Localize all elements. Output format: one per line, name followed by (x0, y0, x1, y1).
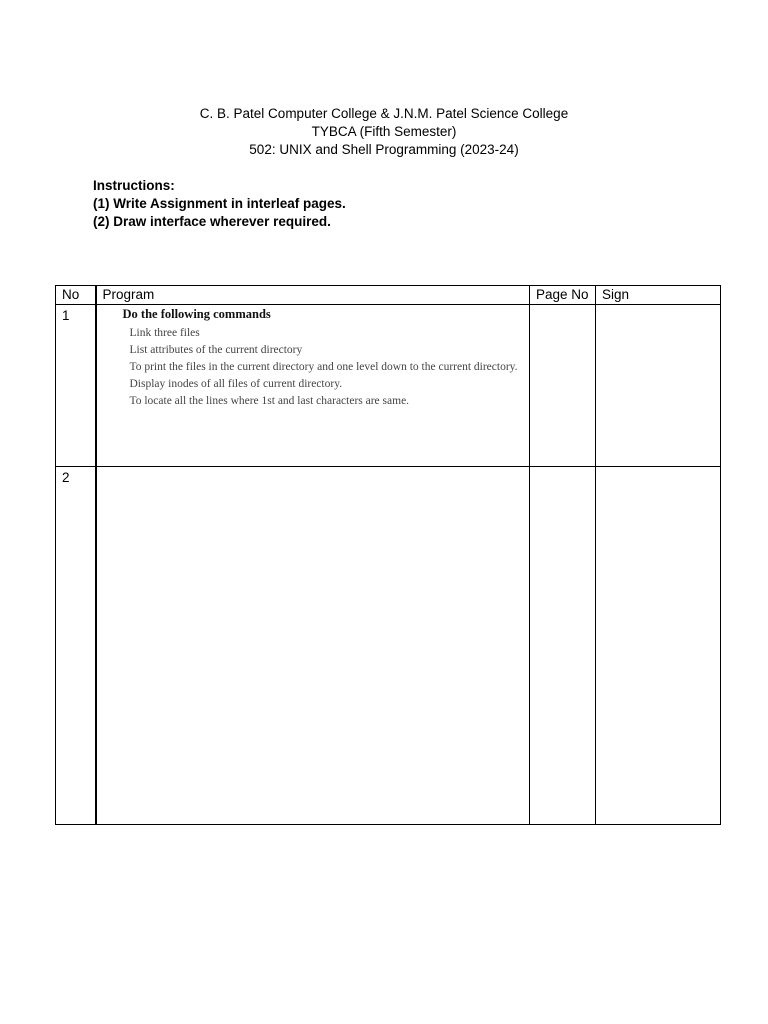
program-item: Link three files (129, 327, 200, 339)
program-title: Do the following commands (122, 307, 271, 321)
table-row (56, 305, 721, 467)
course-semester: TYBCA (Fifth Semester) (311, 124, 457, 139)
instructions-title: Instructions: (93, 178, 175, 193)
program-cell (96, 467, 530, 825)
college-name: C. B. Patel Computer College & J.N.M. Patel Science College (199, 106, 569, 121)
program-item: To print the files in the current directory and one level down to the current directory. (129, 361, 518, 373)
instructions (93, 177, 346, 231)
program-item: Display inodes of all files of current directory. (129, 378, 343, 390)
program-cell (96, 305, 530, 467)
page-no-cell (530, 305, 596, 467)
instruction-item: (1) Write Assignment in interleaf pages. (93, 196, 346, 211)
subject-title: 502: UNIX and Shell Programming (2023-24) (249, 142, 519, 157)
sign-cell (596, 305, 721, 467)
assignment-table (55, 285, 721, 825)
table-header-row (56, 286, 721, 305)
column-header-page-no: Page No (530, 286, 596, 305)
sign-cell (596, 467, 721, 825)
column-header-program: Program (96, 286, 530, 305)
program-item: List attributes of the current directory (129, 344, 303, 356)
page-no-cell (530, 467, 596, 825)
row-number: 2 (56, 467, 96, 825)
program-scan (97, 305, 530, 410)
table-row (56, 467, 721, 825)
column-header-no: No (56, 286, 96, 305)
row-number: 1 (56, 305, 96, 467)
instruction-item: (2) Draw interface wherever required. (93, 214, 331, 229)
document-header (0, 105, 768, 159)
program-item: To locate all the lines where 1st and last characters are same. (129, 395, 410, 407)
column-header-sign: Sign (596, 286, 721, 305)
